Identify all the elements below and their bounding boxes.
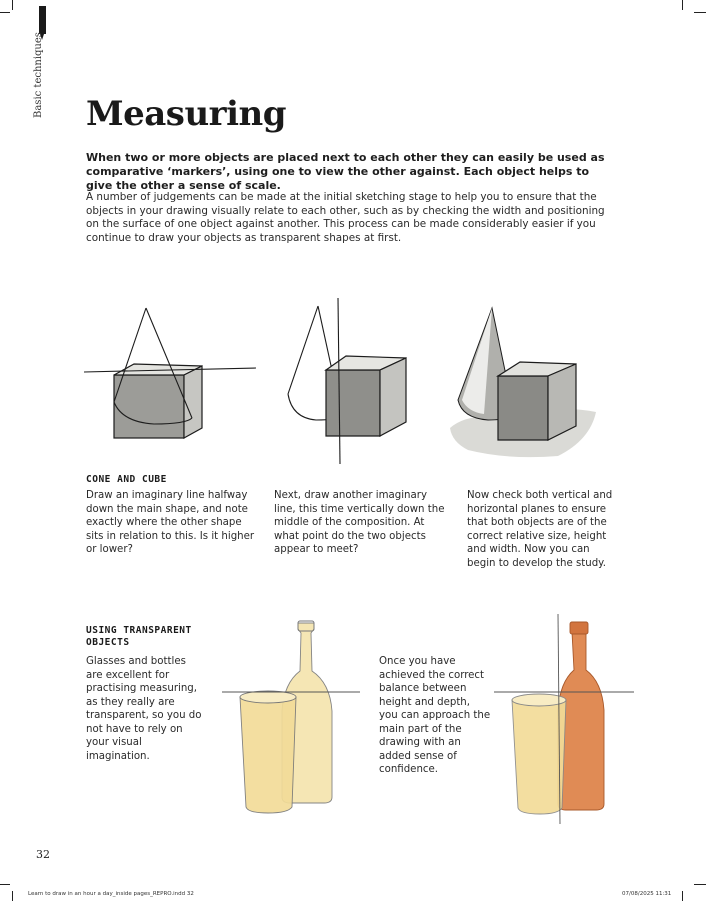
crop-mark [12,891,13,901]
body-paragraph: A number of judgements can be made at the initial sketching stage to help you to ensure that the objects in your drawing visually relate to each other, such as by checking the width and positioning on the surface of one object against another. This process can be made considerably easier if you continue to draw your objects as transparent shapes at first. [86,191,605,244]
glass-body [512,700,566,814]
section-label: Basic techniques [33,32,44,118]
glass-bottle-illustration-2 [490,612,640,827]
cone-cube-caption-1: Draw an imaginary line halfway down the main shape, and note exactly where the other shape sits in relation to this. Is it higher or lower? [86,490,255,555]
cube-front-face [114,375,184,438]
crop-mark [0,884,10,885]
page-title: Measuring [86,94,286,134]
transparent-caption-right: Once you have achieved the correct balance between height and depth, you can approach the main part of the drawing with an added sense of confidence. [379,656,491,775]
crop-mark [12,0,13,10]
glass-rim [512,694,566,706]
crop-mark [694,884,706,885]
cube-side-face [380,358,406,436]
slug-file-line: Learn to draw in an hour a day_inside pages_REPRO.indd 32 [28,891,194,897]
crop-mark [682,0,683,10]
cube-front-face [498,376,548,440]
crop-mark [694,12,706,13]
bottle-cap [570,622,588,634]
cube-side-face [548,364,576,440]
cube-side-face [184,366,202,438]
slug-timestamp: 07/08/2025 11:31 [622,891,672,897]
cone-cube-illustration-1 [82,300,262,445]
cone-cube-illustration-2 [282,296,422,468]
cone-cube-caption-2: Next, draw another imaginary line, this time vertically down the middle of the composition. At what point do the two objects appear to meet? [274,490,445,555]
crop-mark [682,891,683,901]
cone-cube-illustration-3 [448,300,598,460]
glass-outline [240,697,296,813]
cone-cube-caption-3: Now check both vertical and horizontal planes to ensure that both objects are of the correct relative size, height and width. Now you can begin to develop the study. [467,490,613,569]
crop-mark [0,12,10,13]
cone-cube-heading: CONE AND CUBE [86,474,167,485]
page-number: 32 [36,848,50,861]
transparent-heading: USING TRANSPARENT OBJECTS [86,625,192,648]
transparent-caption-left: Glasses and bottles are excellent for practising measuring, as they really are transparent, so you do not have to rely on your visual imagination. [86,656,202,762]
cube-front-face [326,370,380,436]
glass-bottle-illustration-1 [218,615,368,820]
glass-rim [240,691,296,703]
intro-paragraph: When two or more objects are placed next to each other they can easily be used as comparative ‘markers’, using one to view the other against. Each object helps to give the other a sense of scale. [86,151,605,192]
